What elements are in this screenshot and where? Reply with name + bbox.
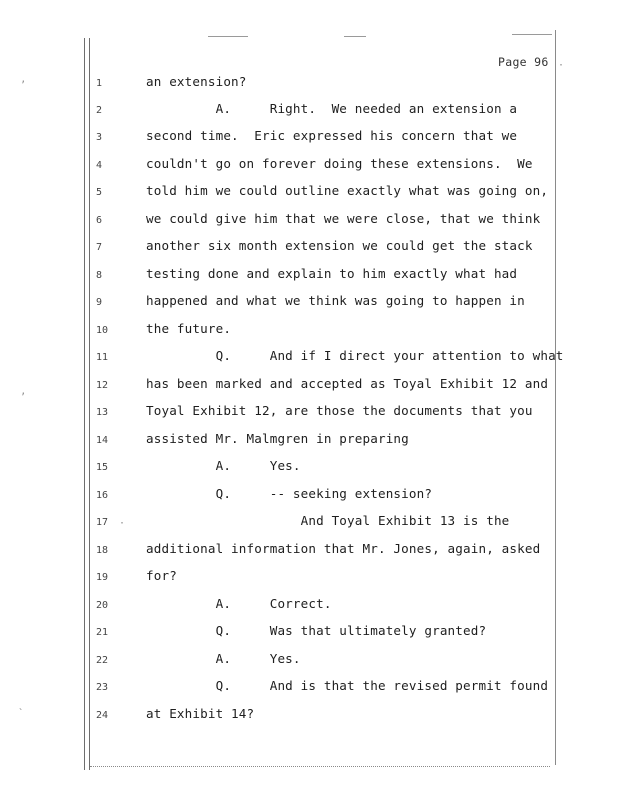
- line-text: for?: [146, 568, 177, 583]
- transcript-line: [0, 678, 618, 698]
- line-text: Q. Was that ultimately granted?: [146, 623, 487, 638]
- line-text: A. Yes.: [146, 458, 301, 473]
- line-text: additional information that Mr. Jones, again, asked: [146, 541, 541, 556]
- line-number: 8: [96, 270, 103, 281]
- header-scan-mark: [512, 34, 552, 35]
- line-number: 6: [96, 215, 103, 226]
- line-number: 22: [96, 655, 109, 666]
- transcript-line: [0, 293, 618, 313]
- transcript-line: [0, 431, 618, 451]
- line-number: 7: [96, 242, 103, 253]
- transcript-line: [0, 211, 618, 231]
- line-text: an extension?: [146, 74, 247, 89]
- line-text: another six month extension we could get the stack: [146, 238, 533, 253]
- transcript-line: [0, 376, 618, 396]
- line-number: 15: [96, 462, 109, 473]
- line-number: 17: [96, 517, 109, 528]
- transcript-line: [0, 156, 618, 176]
- header-scan-mark: [208, 36, 248, 37]
- line-number: 4: [96, 160, 103, 171]
- line-text: at Exhibit 14?: [146, 706, 255, 721]
- line-number: 2: [96, 105, 103, 116]
- transcript-line: [0, 348, 618, 368]
- line-number: 21: [96, 627, 109, 638]
- scan-speckle: `: [18, 708, 25, 719]
- line-number: 19: [96, 572, 109, 583]
- transcript-line: [0, 128, 618, 148]
- line-number: 24: [96, 710, 109, 721]
- line-text: has been marked and accepted as Toyal Exhibit 12 and: [146, 376, 549, 391]
- transcript-line: [0, 651, 618, 671]
- line-text: A. Yes.: [146, 651, 301, 666]
- scan-speckle: ’: [20, 80, 27, 91]
- line-number: 20: [96, 600, 109, 611]
- scan-speckle: ·: [558, 60, 565, 71]
- line-text: Q. And is that the revised permit found: [146, 678, 549, 693]
- line-text: assisted Mr. Malmgren in preparing: [146, 431, 409, 446]
- transcript-line: [0, 486, 618, 506]
- line-text: told him we could outline exactly what was going on,: [146, 183, 549, 198]
- line-number: 11: [96, 352, 109, 363]
- line-text: A. Right. We needed an extension a: [146, 101, 518, 116]
- transcript-line: [0, 101, 618, 121]
- line-text: we could give him that we were close, that we think: [146, 211, 541, 226]
- line-number: 23: [96, 682, 109, 693]
- line-text: Q. And if I direct your attention to what: [146, 348, 564, 363]
- line-number: 1: [96, 78, 103, 89]
- line-number: 16: [96, 490, 109, 501]
- line-number: 3: [96, 132, 103, 143]
- line-text: testing done and explain to him exactly what had: [146, 266, 518, 281]
- line-text: And Toyal Exhibit 13 is the: [146, 513, 510, 528]
- line-text: A. Correct.: [146, 596, 332, 611]
- line-number: 14: [96, 435, 109, 446]
- transcript-line: [0, 74, 618, 94]
- transcript-line: [0, 541, 618, 561]
- line-number: 18: [96, 545, 109, 556]
- line-number: 12: [96, 380, 109, 391]
- header-scan-mark: [344, 36, 366, 37]
- bottom-scan-noise: [90, 766, 550, 768]
- line-number: 10: [96, 325, 109, 336]
- line-number: 9: [96, 297, 103, 308]
- transcript-line: [0, 321, 618, 341]
- transcript-line: [0, 183, 618, 203]
- transcript-line: [0, 513, 618, 533]
- page-number-label: Page 96: [498, 55, 549, 69]
- transcript-line: [0, 403, 618, 423]
- transcript-line: [0, 458, 618, 478]
- line-text: second time. Eric expressed his concern that we: [146, 128, 518, 143]
- line-text: Toyal Exhibit 12, are those the documents that you: [146, 403, 533, 418]
- transcript-line: [0, 266, 618, 286]
- line-text: couldn't go on forever doing these extensions. We: [146, 156, 533, 171]
- scan-speckle: ·: [119, 518, 126, 529]
- line-text: the future.: [146, 321, 232, 336]
- transcript-line: [0, 568, 618, 588]
- transcript-line: [0, 623, 618, 643]
- transcript-line: [0, 706, 618, 726]
- line-number: 13: [96, 407, 109, 418]
- scan-speckle: ’: [20, 392, 27, 403]
- line-text: happened and what we think was going to happen in: [146, 293, 525, 308]
- transcript-line: [0, 596, 618, 616]
- line-text: Q. -- seeking extension?: [146, 486, 433, 501]
- transcript-line: [0, 238, 618, 258]
- line-number: 5: [96, 187, 103, 198]
